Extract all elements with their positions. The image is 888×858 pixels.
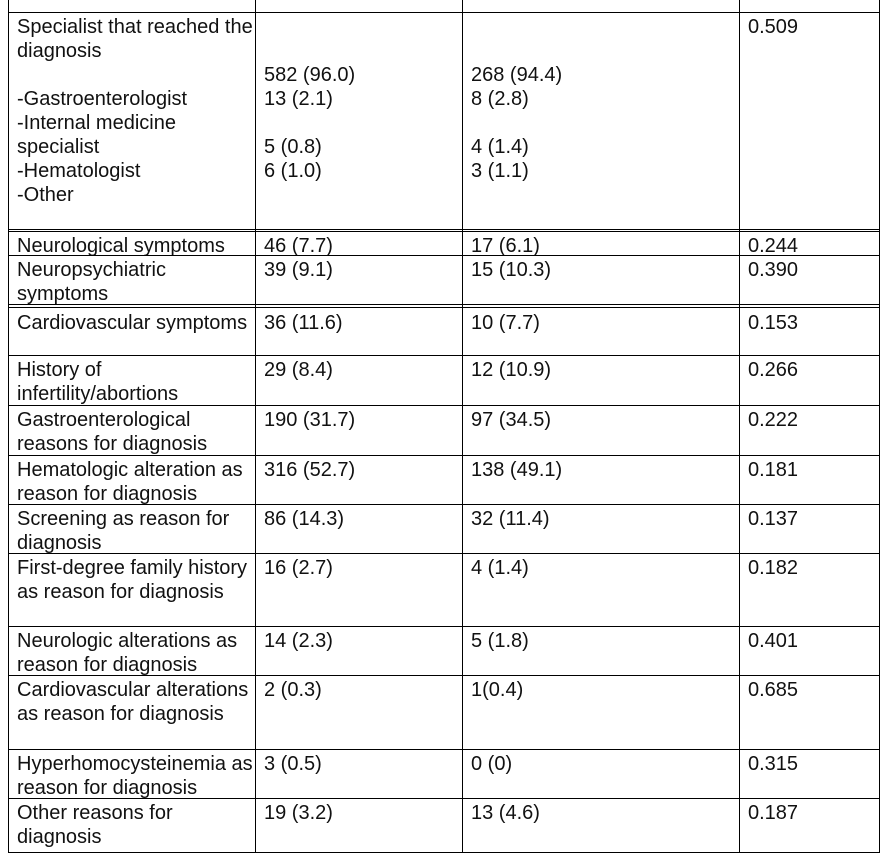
table-row [8, 256, 880, 304]
row-label: Neurological symptoms [17, 235, 225, 256]
column-divider [255, 0, 256, 853]
group1-value: 316 (52.7) [264, 459, 356, 481]
p-value: 0.315 [748, 753, 799, 775]
row-label: First-degree family history as reason for diagnosis [17, 557, 248, 603]
row-divider [8, 231, 880, 232]
sub-item-value: 582 (96.0) [264, 64, 356, 86]
table-row [8, 799, 880, 853]
sub-item-label: -Other [17, 184, 74, 206]
group1-value: 2 (0.3) [264, 679, 322, 701]
sub-item-label: -Gastroenterologist [17, 88, 188, 110]
group1-value: 39 (9.1) [264, 259, 333, 281]
p-value: 0.222 [748, 409, 799, 431]
group2-value: 13 (4.6) [471, 802, 540, 824]
row-label: Hyperhomocysteinemia as reason for diagnosis [17, 753, 253, 799]
p-value: 0.244 [748, 235, 799, 256]
row-divider [8, 749, 880, 750]
row-label: Neuropsychiatric symptoms [17, 259, 166, 304]
table-row [8, 406, 880, 456]
table-row [8, 627, 880, 676]
p-value: 0.390 [748, 259, 799, 281]
row-divider [8, 304, 880, 305]
row-divider [8, 504, 880, 505]
group2-value: 1(0.4) [471, 679, 524, 701]
row-divider [8, 798, 880, 799]
row-label-cell [8, 13, 255, 229]
row-label: Other reasons for diagnosis [17, 802, 173, 848]
sub-item-value: 13 (2.1) [264, 88, 333, 110]
group2-value: 12 (10.9) [471, 359, 552, 381]
row-divider [8, 355, 880, 356]
p-value: 0.137 [748, 508, 799, 530]
table-row [8, 356, 880, 406]
group2-value: 5 (1.8) [471, 630, 529, 652]
table-row [8, 505, 880, 554]
sub-item-value: 4 (1.4) [471, 136, 529, 158]
group1-value: 3 (0.5) [264, 753, 322, 775]
table-row [8, 232, 880, 256]
table-row [8, 309, 880, 356]
group1-value: 29 (8.4) [264, 359, 333, 381]
p-value: 0.401 [748, 630, 799, 652]
p-value: 0.509 [748, 16, 799, 38]
row-divider [8, 675, 880, 676]
group1-value: 16 (2.7) [264, 557, 333, 579]
sub-item-value: 3 (1.1) [471, 160, 529, 182]
table-row [8, 13, 880, 229]
p-value: 0.181 [748, 459, 799, 481]
group1-value: 190 (31.7) [264, 409, 356, 431]
group2-value: 32 (11.4) [471, 508, 550, 530]
group2-value: 10 (7.7) [471, 312, 540, 334]
row-label: Neurologic alterations as reason for diagnosis [17, 630, 238, 676]
row-label: Gastroenterological reasons for diagnosis [17, 409, 208, 455]
p-value: 0.187 [748, 802, 799, 824]
sub-item-value: 6 (1.0) [264, 160, 322, 182]
column-divider [879, 0, 880, 853]
table-row [8, 676, 880, 750]
table-row [8, 750, 880, 799]
row-divider [8, 852, 880, 853]
row-divider [8, 229, 880, 230]
row-label: Cardiovascular alterations as reason for diagnosis [17, 679, 249, 725]
p-value: 0.685 [748, 679, 799, 701]
column-divider [462, 0, 463, 853]
p-value: 0.153 [748, 312, 799, 334]
row-divider [8, 455, 880, 456]
row-label: Hematologic alteration as reason for diagnosis [17, 459, 243, 505]
table-row [8, 456, 880, 505]
row-label: Screening as reason for diagnosis [17, 508, 230, 554]
p-value: 0.182 [748, 557, 799, 579]
row-divider [8, 553, 880, 554]
group2-value: 97 (34.5) [471, 409, 552, 431]
group2-value: 15 (10.3) [471, 259, 552, 281]
table-row [8, 554, 880, 627]
row-divider [8, 307, 880, 308]
group1-value: 14 (2.3) [264, 630, 333, 652]
row-divider [8, 405, 880, 406]
row-label: Specialist that reached the diagnosis [17, 16, 253, 62]
group2-cell [462, 13, 739, 229]
group1-value: 46 (7.7) [264, 235, 333, 256]
column-divider [8, 0, 9, 853]
sub-item-label: -Hematologist [17, 160, 141, 182]
row-label: History of infertility/abortions [17, 359, 179, 405]
group1-value: 86 (14.3) [264, 508, 345, 530]
sub-item-value: 268 (94.4) [471, 64, 563, 86]
row-divider [8, 12, 880, 13]
sub-item-label: -Internal medicine specialist [17, 112, 176, 158]
p-value: 0.266 [748, 359, 799, 381]
row-divider [8, 626, 880, 627]
row-divider [8, 255, 880, 256]
group1-cell [255, 13, 462, 229]
group2-value: 17 (6.1) [471, 235, 540, 256]
column-divider [739, 0, 740, 853]
group1-value: 19 (3.2) [264, 802, 333, 824]
group2-value: 138 (49.1) [471, 459, 563, 481]
sub-item-value: 8 (2.8) [471, 88, 529, 110]
sub-item-value: 5 (0.8) [264, 136, 322, 158]
group2-value: 0 (0) [471, 753, 513, 775]
row-label: Cardiovascular symptoms [17, 312, 248, 334]
group1-value: 36 (11.6) [264, 312, 343, 334]
group2-value: 4 (1.4) [471, 557, 529, 579]
p-value-cell [739, 13, 880, 229]
